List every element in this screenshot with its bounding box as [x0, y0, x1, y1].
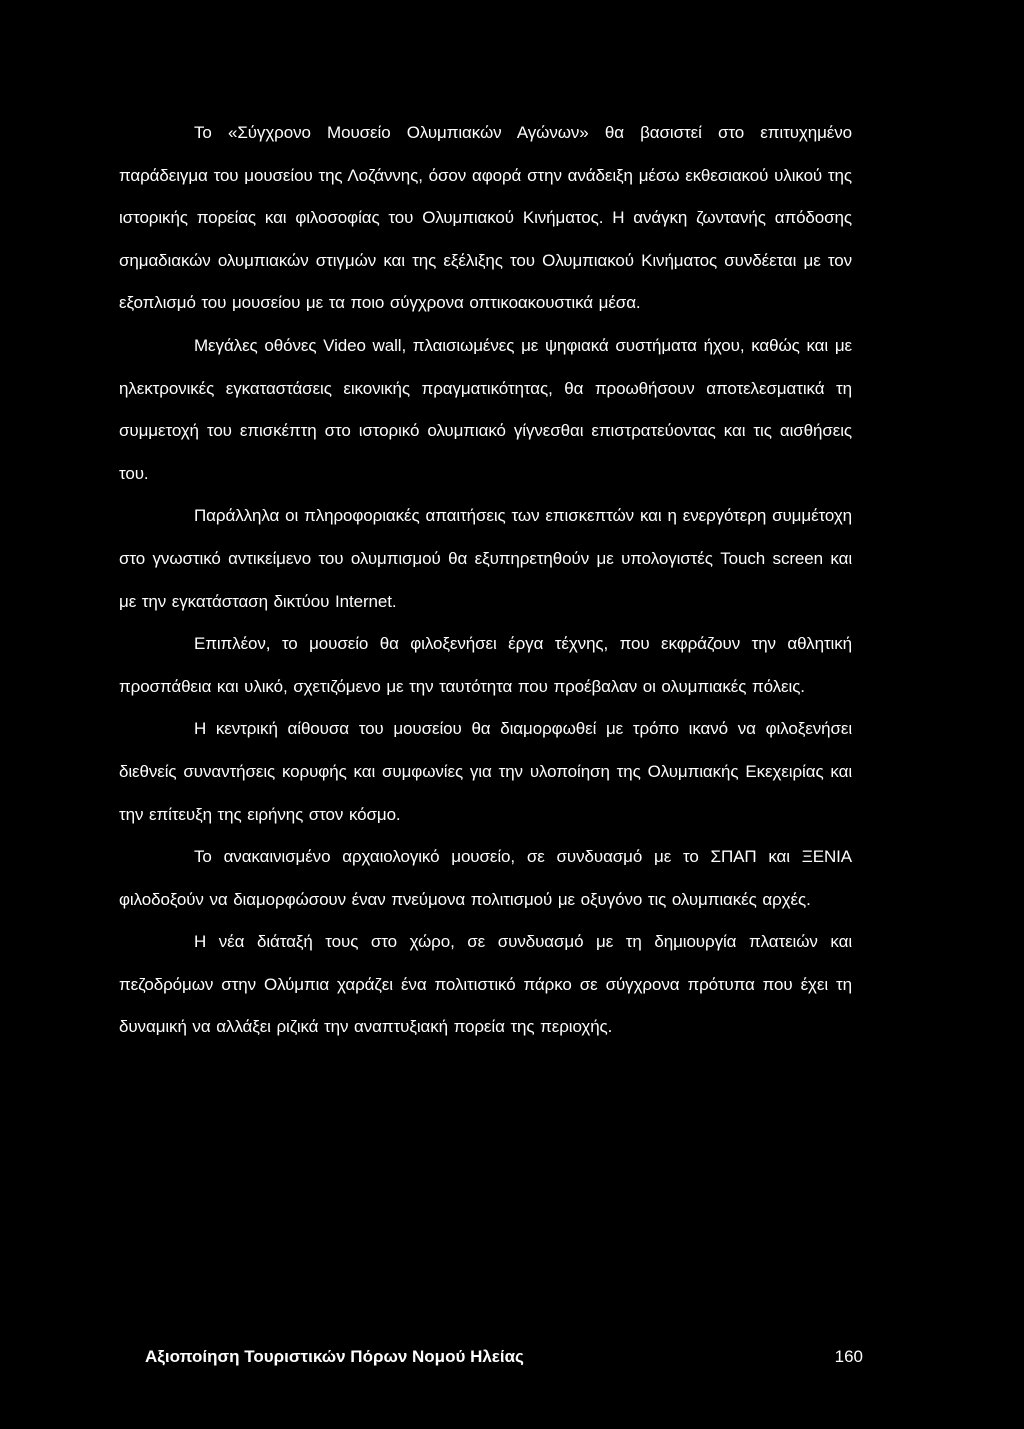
- paragraph: Η νέα διάταξή τους στο χώρο, σε συνδυασμό με τη δημιουργία πλατειών και πεζοδρόμων στην Ολύμπια χαράζει ένα πολιτιστικό πάρκο σε σύγχρονα πρότυπα που έχει τη δυναμική να αλλάξει ριζικά την αναπτυξιακή πορεία της περιοχής.: [119, 932, 852, 1037]
- document-body: [119, 112, 852, 1049]
- paragraph: Το ανακαινισμένο αρχαιολογικό μουσείο, σε συνδυασμό με το ΣΠΑΠ και ΞΕΝΙΑ φιλοδοξούν να διαμορφώσουν έναν πνεύμονα πολιτισμού με οξυγόνο τις ολυμπιακές αρχές.: [119, 847, 852, 909]
- paragraph: Επιπλέον, το μουσείο θα φιλοξενήσει έργα τέχνης, που εκφράζουν την αθλητική προσπάθεια και υλικό, σχετιζόμενο με την ταυτότητα που προέβαλαν οι ολυμπιακές πόλεις.: [119, 634, 852, 696]
- paragraph: Το «Σύγχρονο Μουσείο Ολυμπιακών Αγώνων» θα βασιστεί στο επιτυχημένο παράδειγμα του μουσείου της Λοζάννης, όσον αφορά στην ανάδειξη μέσω εκθεσιακού υλικού της ιστορικής πορείας και φιλοσοφίας του Ολυμπιακού Κινήματος. Η ανάγκη ζωντανής απόδοσης σημαδιακών ολυμπιακών στιγμών και της εξέλιξης του Ολυμπιακού Κινήματος συνδέεται με τον εξοπλισμό του μουσείου με τα ποιο σύγχρονα οπτικοακουστικά μέσα.: [119, 123, 852, 313]
- paragraph: Η κεντρική αίθουσα του μουσείου θα διαμορφωθεί με τρόπο ικανό να φιλοξενήσει διεθνείς συναντήσεις κορυφής και συμφωνίες για την υλοποίηση της Ολυμπιακής Εκεχειρίας και την επίτευξη της ειρήνης στον κόσμο.: [119, 719, 852, 824]
- paragraph: Παράλληλα οι πληροφοριακές απαιτήσεις των επισκεπτών και η ενεργότερη συμμέτοχη στο γνωστικό αντικείμενο του ολυμπισμού θα εξυπηρετηθούν με υπολογιστές Touch screen και με την εγκατάσταση δικτύου Internet.: [119, 506, 852, 611]
- footer-title: Αξιοποίηση Τουριστικών Πόρων Νομού Ηλείας: [145, 1347, 524, 1366]
- page-number: 160: [834, 1347, 863, 1366]
- page-footer: [145, 1347, 863, 1367]
- paragraph: Μεγάλες οθόνες Video wall, πλαισιωμένες με ψηφιακά συστήματα ήχου, καθώς και με ηλεκτρονικές εγκαταστάσεις εικονικής πραγματικότητας, θα προωθήσουν αποτελεσματικά τη συμμετοχή του επισκέπτη στο ιστορικό ολυμπιακό γίγνεσθαι επιστρατεύοντας και τις αισθήσεις του.: [119, 335, 852, 483]
